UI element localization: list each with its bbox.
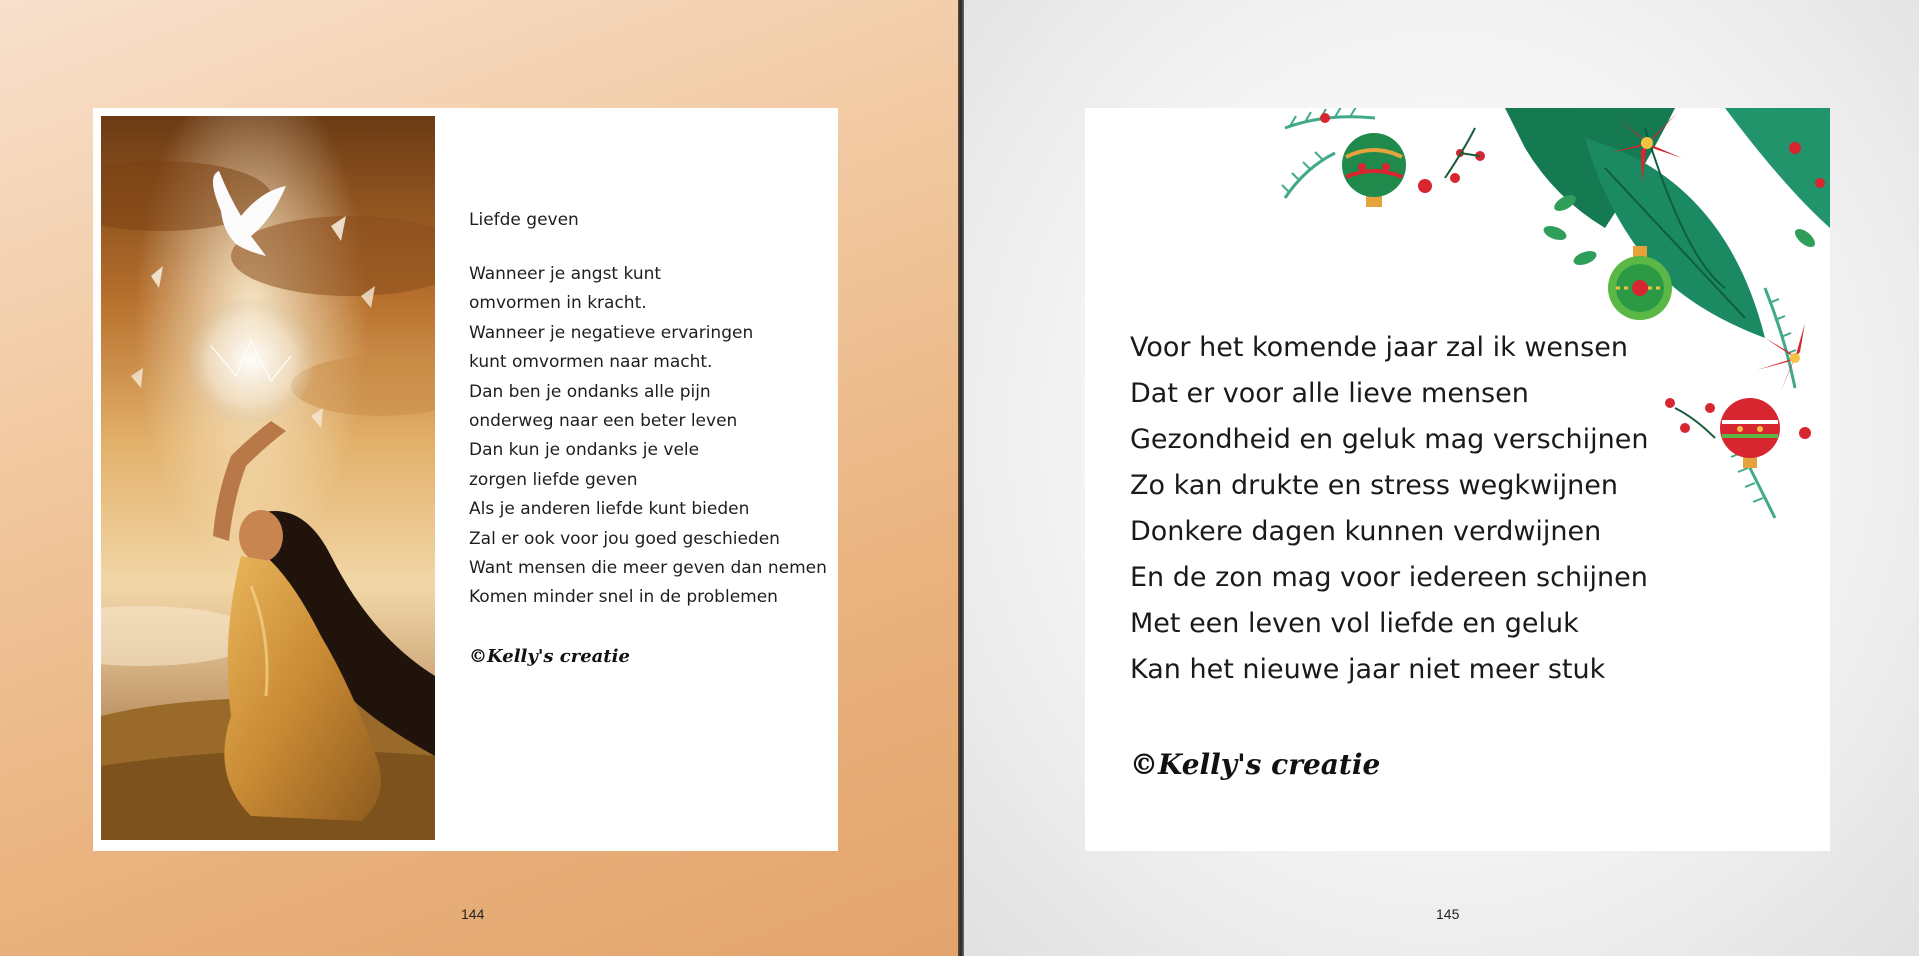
poem-left (469, 208, 829, 613)
poem-line: Want mensen die meer geven dan nemen (469, 558, 827, 579)
poem-line: Wanneer je angst kunt (469, 264, 662, 284)
poem-line: Zal er ook voor jou goed geschieden (469, 528, 780, 549)
page-number: 145 (1436, 906, 1460, 922)
poem-line: zorgen liefde geven (469, 469, 638, 490)
poem-line: En de zon mag voor iedereen schijnen (1130, 562, 1648, 593)
poem-line: Komen minder snel in de problemen (469, 587, 778, 608)
author-credit: ©Kelly's creatie (1130, 748, 1381, 781)
left-page (0, 0, 958, 956)
poem-line: Met een leven vol liefde en geluk (1130, 608, 1579, 639)
poem-line: Dan kun je ondanks je vele (469, 440, 700, 461)
poem-line: Wanneer je negatieve ervaringen (469, 322, 754, 343)
woman-reaching-for-dove-icon (101, 116, 435, 840)
poem-title: Liefde geven (469, 210, 579, 230)
poem-right (1130, 325, 1690, 693)
poem-line: kunt omvormen naar macht. (469, 352, 713, 373)
page-number: 144 (461, 906, 485, 922)
poem-line: Dan ben je ondanks alle pijn (469, 381, 711, 402)
poem-card-left (93, 108, 838, 851)
poem-line: Gezondheid en geluk mag verschijnen (1130, 424, 1649, 455)
author-credit: ©Kelly's creatie (469, 646, 630, 667)
poem-card-right (1085, 108, 1830, 851)
poem-line: omvormen in kracht. (469, 293, 647, 314)
poem-line: Zo kan drukte en stress wegkwijnen (1130, 470, 1618, 501)
poem-line: Donkere dagen kunnen verdwijnen (1130, 516, 1602, 547)
poem-line: Dat er voor alle lieve mensen (1130, 378, 1529, 409)
poem-line: Als je anderen liefde kunt bieden (469, 499, 750, 520)
poem-line: Kan het nieuwe jaar niet meer stuk (1130, 654, 1606, 685)
right-page (964, 0, 1919, 956)
poem-line: onderweg naar een beter leven (469, 411, 738, 432)
poem-line: Voor het komende jaar zal ik wensen (1130, 332, 1628, 363)
